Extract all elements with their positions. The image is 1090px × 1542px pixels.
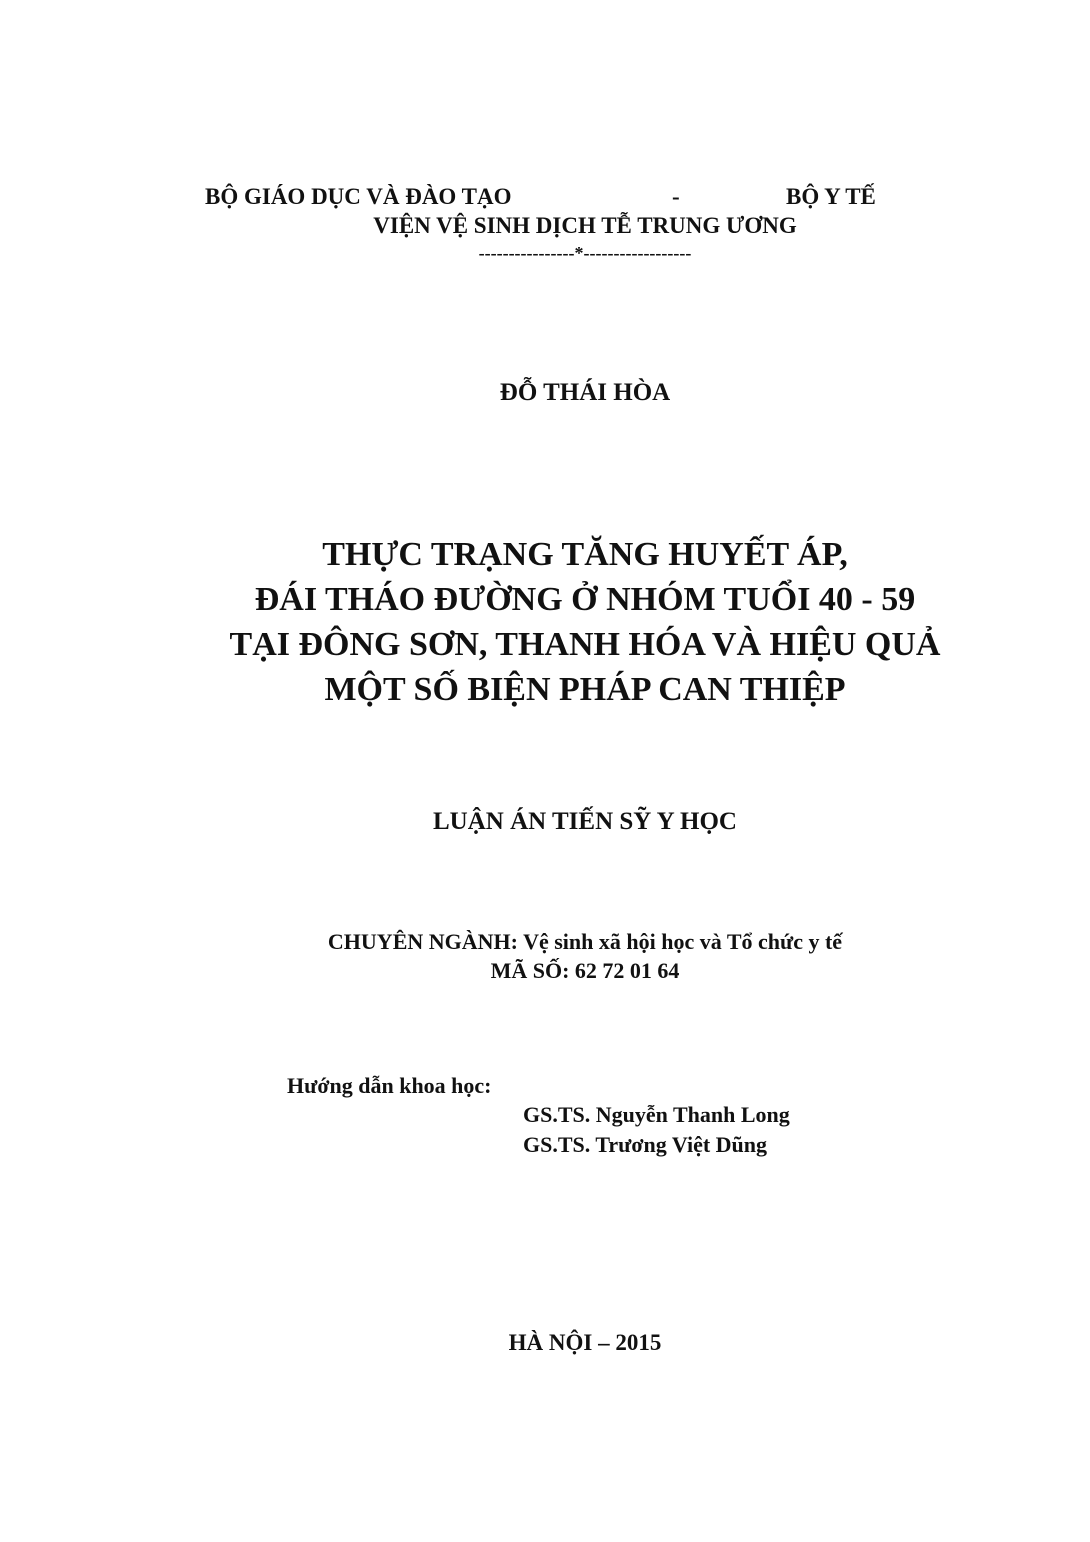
specialty-major: CHUYÊN NGÀNH: Vệ sinh xã hội học và Tổ chức y tế <box>327 929 843 954</box>
header-divider: ----------------*------------------ <box>478 243 692 263</box>
place-and-year: HÀ NỘI – 2015 <box>508 1330 662 1355</box>
title-line-3: TẠI ĐÔNG SƠN, THANH HÓA VÀ HIỆU QUẢ <box>229 626 941 663</box>
title-line-4: MỘT SỐ BIỆN PHÁP CAN THIỆP <box>324 671 846 708</box>
advisor-name-1: GS.TS. Nguyễn Thanh Long <box>523 1102 790 1127</box>
ministry-of-education: BỘ GIÁO DỤC VÀ ĐÀO TẠO <box>205 184 512 209</box>
advisor-name-2: GS.TS. Trương Việt Dũng <box>523 1132 768 1157</box>
specialty-code: MÃ SỐ: 62 72 01 64 <box>490 958 680 983</box>
author-name: ĐỖ THÁI HÒA <box>499 379 671 406</box>
degree-type: LUẬN ÁN TIẾN SỸ Y HỌC <box>433 808 737 835</box>
institute-name: VIỆN VỆ SINH DỊCH TỄ TRUNG ƯƠNG <box>373 213 797 238</box>
ministry-separator: - <box>672 184 680 209</box>
title-line-2: ĐÁI THÁO ĐƯỜNG Ở NHÓM TUỔI 40 - 59 <box>254 581 916 618</box>
advisors-label: Hướng dẫn khoa học: <box>287 1073 492 1098</box>
thesis-title <box>0 532 1090 712</box>
title-line-1: THỰC TRẠNG TĂNG HUYẾT ÁP, <box>322 536 848 573</box>
ministry-of-health: BỘ Y TẾ <box>786 184 876 209</box>
